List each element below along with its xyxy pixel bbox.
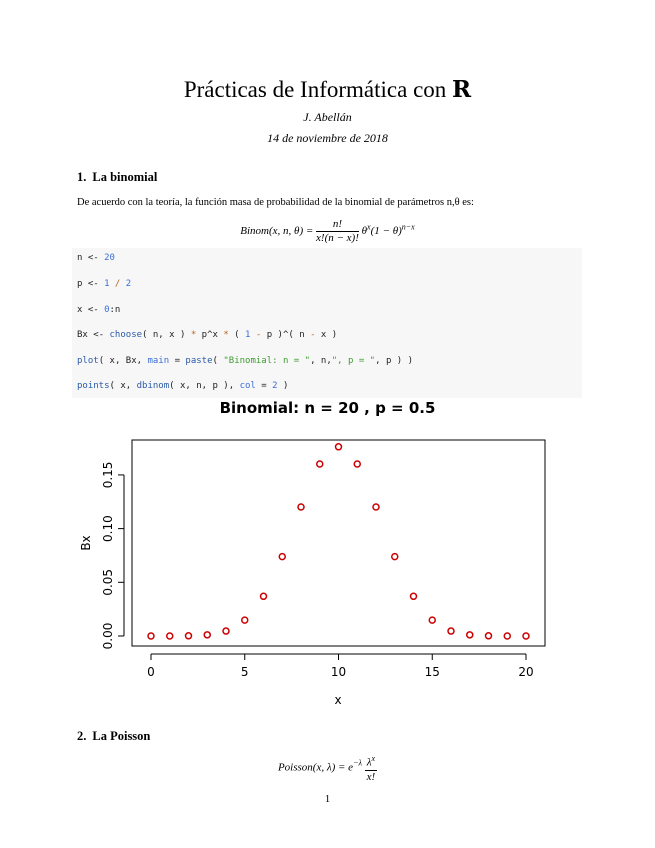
- code-line-1: n <- 20: [77, 253, 115, 263]
- data-point: [261, 593, 267, 599]
- x-tick-label: 15: [424, 665, 440, 679]
- binomial-scatter-chart: [0, 420, 655, 720]
- data-point: [354, 461, 360, 467]
- data-point: [298, 504, 304, 510]
- data-point: [523, 633, 529, 639]
- paragraph-binomial: De acuerdo con la teoría, la función masa de probabilidad de la binomial de parámetros n,θ es:: [77, 197, 474, 208]
- x-tick-label: 20: [518, 665, 534, 679]
- data-point: [317, 461, 323, 467]
- data-point: [429, 617, 435, 623]
- fraction-binomial: $\frac{n!}{x!(n - x)!}$: [316, 218, 359, 244]
- section-heading-binomial: 1. La binomial: [77, 170, 158, 184]
- data-point: [242, 617, 248, 623]
- y-tick-label: 0.15: [101, 461, 115, 489]
- data-point: [279, 554, 285, 560]
- plot-frame: [132, 440, 545, 646]
- data-point: [448, 628, 454, 634]
- data-point: [204, 632, 210, 638]
- code-block: [72, 248, 582, 398]
- data-point: [336, 444, 342, 450]
- data-point: [411, 593, 417, 599]
- data-point: [186, 633, 192, 639]
- data-point: [392, 554, 398, 560]
- data-point: [167, 633, 173, 639]
- formula-poisson: Poisson(x, $\lambda) = e^{-\lambda}$ $\frac{\lambda^x}{x!}$: [277, 754, 376, 783]
- y-tick-label: 0.10: [101, 515, 115, 542]
- data-point: [373, 504, 379, 510]
- x-axis-label: x: [334, 693, 342, 707]
- data-point: [467, 632, 473, 638]
- y-axis-label: Bx: [79, 535, 93, 551]
- x-tick-label: 5: [240, 665, 249, 679]
- data-point: [504, 633, 510, 639]
- y-tick-label: 0.05: [101, 568, 115, 596]
- data-point: [148, 633, 154, 639]
- x-tick-label: 0: [147, 665, 155, 679]
- page-title: Prácticas de Informática con R: [183, 76, 472, 103]
- code-line-4: Bx <- choose( n, x ) * p^x * ( 1 - p )^( n - x ): [77, 330, 338, 340]
- y-tick-label: 0.00: [101, 622, 115, 650]
- date: 14 de noviembre de 2018: [267, 131, 388, 145]
- author: J. Abellán: [303, 110, 352, 124]
- x-tick-label: 10: [330, 665, 347, 679]
- code-line-5: plot( x, Bx, main = paste( "Binomial: n = ", n,", p = ", p ) ): [77, 356, 414, 366]
- chart-title: Binomial: n = 20 , p = 0.5: [219, 399, 436, 417]
- page-number: 1: [324, 793, 331, 805]
- formula-binomial: Binom(x, n, θ) = $\frac{n!}{x!(n - x)!}$ $\theta^x(1 - \theta)^{n-x}$: [240, 218, 415, 244]
- data-point: [223, 628, 229, 634]
- fraction-poisson: $\frac{\lambda^x}{x!}$: [366, 754, 376, 783]
- code-line-3: x <- 0:n: [77, 305, 121, 315]
- section-heading-poisson: 2. La Poisson: [77, 729, 151, 743]
- data-point: [486, 633, 492, 639]
- code-line-2: p <- 1 / 2: [77, 279, 132, 289]
- code-line-6: points( x, dbinom( x, n, p ), col = 2 ): [77, 381, 289, 391]
